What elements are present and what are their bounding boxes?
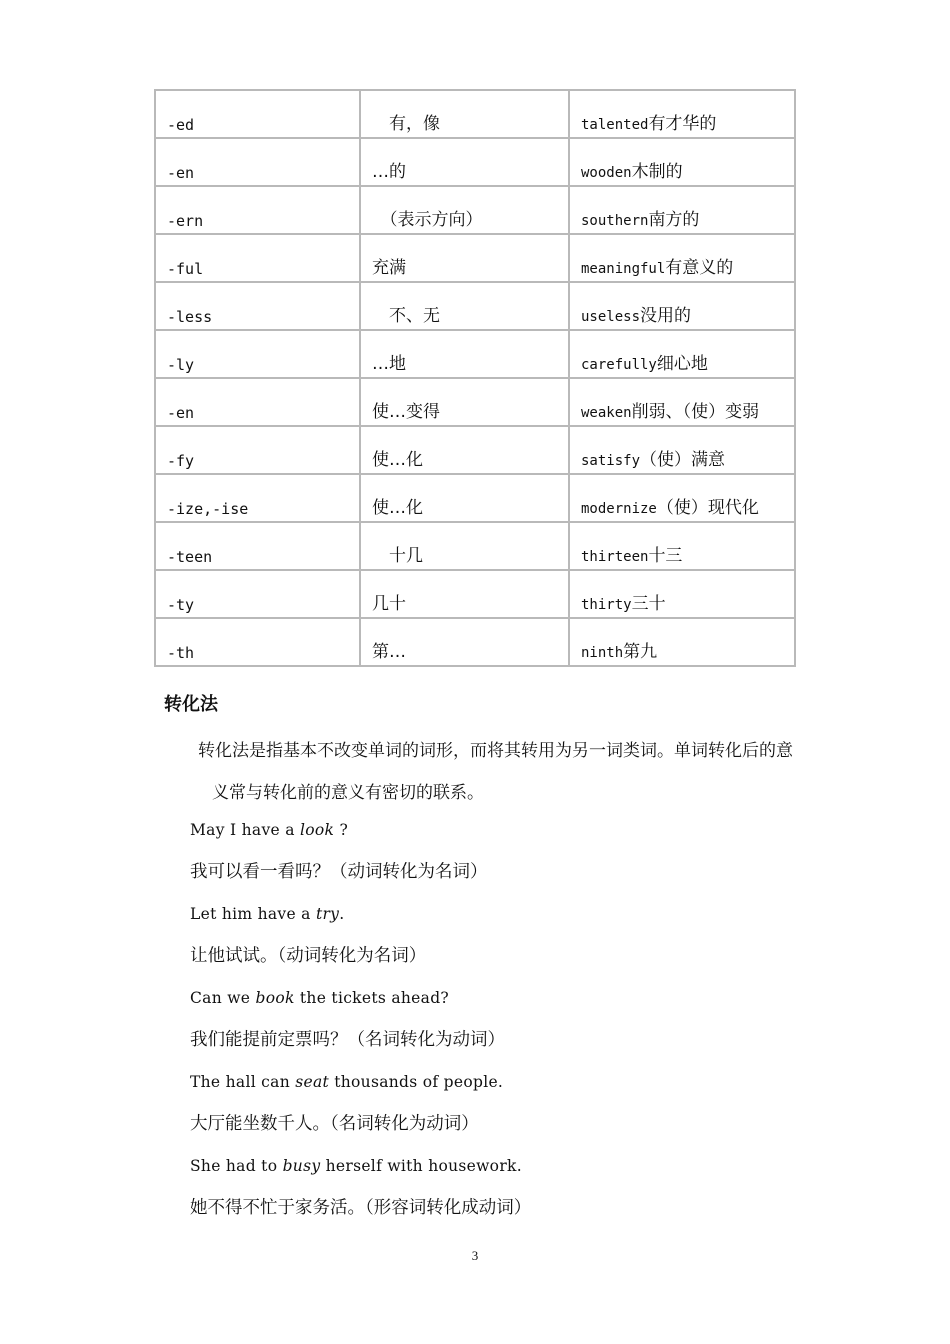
example-cell — [570, 187, 796, 235]
suffix-table — [154, 89, 796, 667]
example-word: weaken — [581, 405, 632, 421]
suffix-cell: -ty — [156, 571, 361, 619]
intro-line-1: 转化法是指基本不改变单词的词形，而将其转用为另一词类词。单词转化后的意 — [198, 741, 793, 761]
example-sentence-zh: 让他试试。（动词转化为名词） — [190, 946, 427, 966]
example-translation: 第九 — [623, 642, 658, 662]
table-row — [156, 571, 796, 619]
table-row — [156, 619, 796, 667]
example-cell — [570, 331, 796, 379]
suffix-cell: -ern — [156, 187, 361, 235]
section-heading: 转化法 — [164, 694, 218, 715]
converted-word: seat — [295, 1073, 330, 1091]
meaning-cell: 第… — [361, 619, 570, 667]
table-row — [156, 91, 796, 139]
suffix-cell: -less — [156, 283, 361, 331]
suffix-cell: -en — [156, 139, 361, 187]
example-sentence-zh: 我可以看一看吗？（动词转化为名词） — [190, 862, 488, 882]
table-row — [156, 523, 796, 571]
sentence-text: Can we — [190, 989, 256, 1007]
intro-line-2: 义常与转化前的意义有密切的联系。 — [212, 783, 484, 803]
suffix-cell: -ful — [156, 235, 361, 283]
example-translation: 细心地 — [656, 354, 708, 374]
example-sentence-en — [190, 812, 531, 854]
meaning-cell: 使…化 — [361, 427, 570, 475]
example-cell — [570, 91, 796, 139]
example-translation: 十三 — [648, 546, 683, 566]
page-number: 3 — [471, 1248, 479, 1263]
converted-word: book — [255, 989, 295, 1007]
meaning-cell: 有，像 — [361, 91, 570, 139]
suffix-cell: -th — [156, 619, 361, 667]
example-cell — [570, 235, 796, 283]
example-translation: 削弱、（使）变弱 — [631, 402, 760, 422]
meaning-cell: 充满 — [361, 235, 570, 283]
meaning-cell: …地 — [361, 331, 570, 379]
table-row — [156, 427, 796, 475]
meaning-cell: 使…化 — [361, 475, 570, 523]
sentence-text: . — [339, 905, 345, 923]
example-word: modernize — [581, 501, 657, 517]
example-word: southern — [581, 213, 649, 229]
example-cell — [570, 475, 796, 523]
example-translation: 南方的 — [648, 210, 700, 230]
sentence-text: Let him have a — [190, 905, 316, 923]
example-word: talented — [581, 117, 649, 133]
table-row — [156, 331, 796, 379]
meaning-cell: 不、无 — [361, 283, 570, 331]
suffix-table-body — [156, 91, 796, 667]
example-sentence-zh: 我们能提前定票吗？（名词转化为动词） — [190, 1030, 505, 1050]
example-translation: 没用的 — [640, 306, 692, 326]
table-row — [156, 235, 796, 283]
table-row — [156, 283, 796, 331]
converted-word: look — [300, 821, 335, 839]
example-list — [190, 812, 531, 1232]
table-row — [156, 475, 796, 523]
meaning-cell: 几十 — [361, 571, 570, 619]
example-word: satisfy — [581, 453, 641, 469]
example-cell — [570, 571, 796, 619]
table-row — [156, 139, 796, 187]
example-word: thirty — [581, 597, 632, 613]
sentence-text: She had to — [190, 1157, 283, 1175]
example-word: ninth — [581, 645, 624, 661]
example-sentence-en — [190, 1148, 531, 1190]
example-cell — [570, 379, 796, 427]
example-word: useless — [581, 309, 641, 325]
example-sentence-en — [190, 1064, 531, 1106]
suffix-cell: -ize,-ise — [156, 475, 361, 523]
meaning-cell: …的 — [361, 139, 570, 187]
example-word: meaningful — [581, 261, 666, 277]
example-translation: 三十 — [631, 594, 666, 614]
sentence-text: The hall can — [190, 1073, 296, 1091]
example-translation: 木制的 — [631, 162, 683, 182]
example-word: carefully — [581, 357, 657, 373]
table-row — [156, 187, 796, 235]
meaning-cell: （表示方向） — [361, 187, 570, 235]
suffix-cell: -teen — [156, 523, 361, 571]
suffix-cell: -ed — [156, 91, 361, 139]
meaning-cell: 使…变得 — [361, 379, 570, 427]
example-translation: （使）满意 — [640, 450, 726, 470]
converted-word: busy — [282, 1157, 321, 1175]
suffix-cell: -en — [156, 379, 361, 427]
sentence-text: herself with housework. — [320, 1157, 522, 1175]
sentence-text: May I have a — [190, 821, 300, 839]
suffix-cell: -ly — [156, 331, 361, 379]
example-translation: 有意义的 — [665, 258, 734, 278]
example-sentence-zh: 她不得不忙于家务活。（形容词转化成动词） — [190, 1198, 532, 1218]
example-word: wooden — [581, 165, 632, 181]
suffix-cell: -fy — [156, 427, 361, 475]
example-cell — [570, 283, 796, 331]
sentence-text: ? — [334, 821, 349, 839]
converted-word: try — [315, 905, 340, 923]
example-sentence-zh: 大厅能坐数千人。（名词转化为动词） — [190, 1114, 479, 1134]
example-word: thirteen — [581, 549, 649, 565]
example-cell — [570, 523, 796, 571]
table-row — [156, 379, 796, 427]
example-sentence-en — [190, 896, 531, 938]
example-translation: 有才华的 — [648, 114, 717, 134]
example-cell — [570, 427, 796, 475]
sentence-text: thousands of people. — [329, 1073, 504, 1091]
meaning-cell: 十几 — [361, 523, 570, 571]
example-translation: （使）现代化 — [656, 498, 759, 518]
example-cell — [570, 139, 796, 187]
section-intro — [198, 730, 798, 814]
example-sentence-en — [190, 980, 531, 1022]
example-cell — [570, 619, 796, 667]
sentence-text: the tickets ahead? — [294, 989, 450, 1007]
